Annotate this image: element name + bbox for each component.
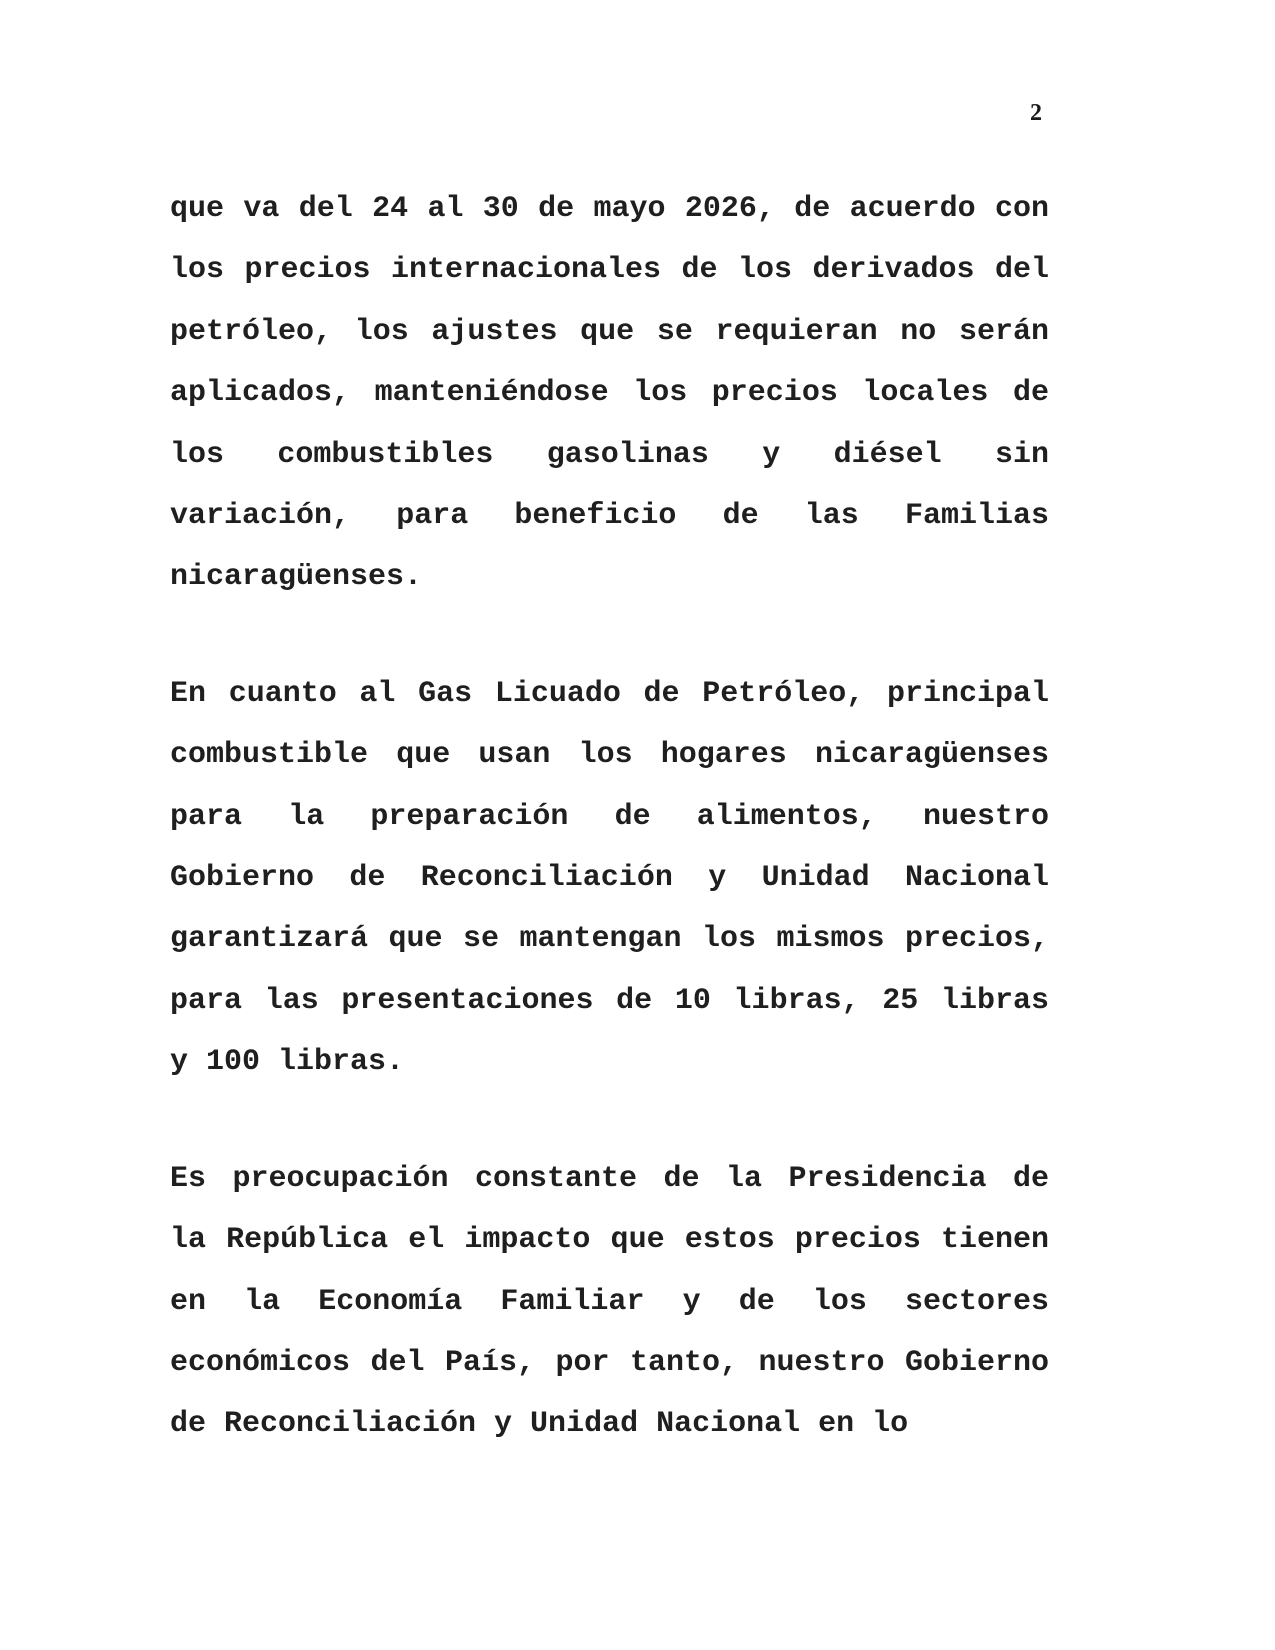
paragraph-presidency-concern: Es preocupación constante de la Presidencia de la República el impacto que estos precios tienen en la Economía Familiar y de los sectores económicos del País, por tanto, nuestro Gobierno de Reconciliación y Unidad Nacional en lo	[170, 1161, 1049, 1442]
document-body	[170, 179, 1049, 1456]
paragraph-fuel-prices: que va del 24 al 30 de mayo 2026, de acuerdo con los precios internacionales de los derivados del petróleo, los ajustes que se requieran no serán aplicados, manteniéndose los precios locales de los combustibles gasolinas y diésel sin variación, para beneficio de las Familias nicaragüenses.	[170, 192, 1049, 595]
paragraph-lpg: En cuanto al Gas Licuado de Petróleo, principal combustible que usan los hogares nicaragüenses para la preparación de alimentos, nuestro Gobierno de Reconciliación y Unidad Nacional garantizará que se mantengan los mismos precios, para las presentaciones de 10 libras, 25 libras y 100 libras.	[170, 676, 1049, 1080]
page-number: 2	[1030, 100, 1042, 126]
